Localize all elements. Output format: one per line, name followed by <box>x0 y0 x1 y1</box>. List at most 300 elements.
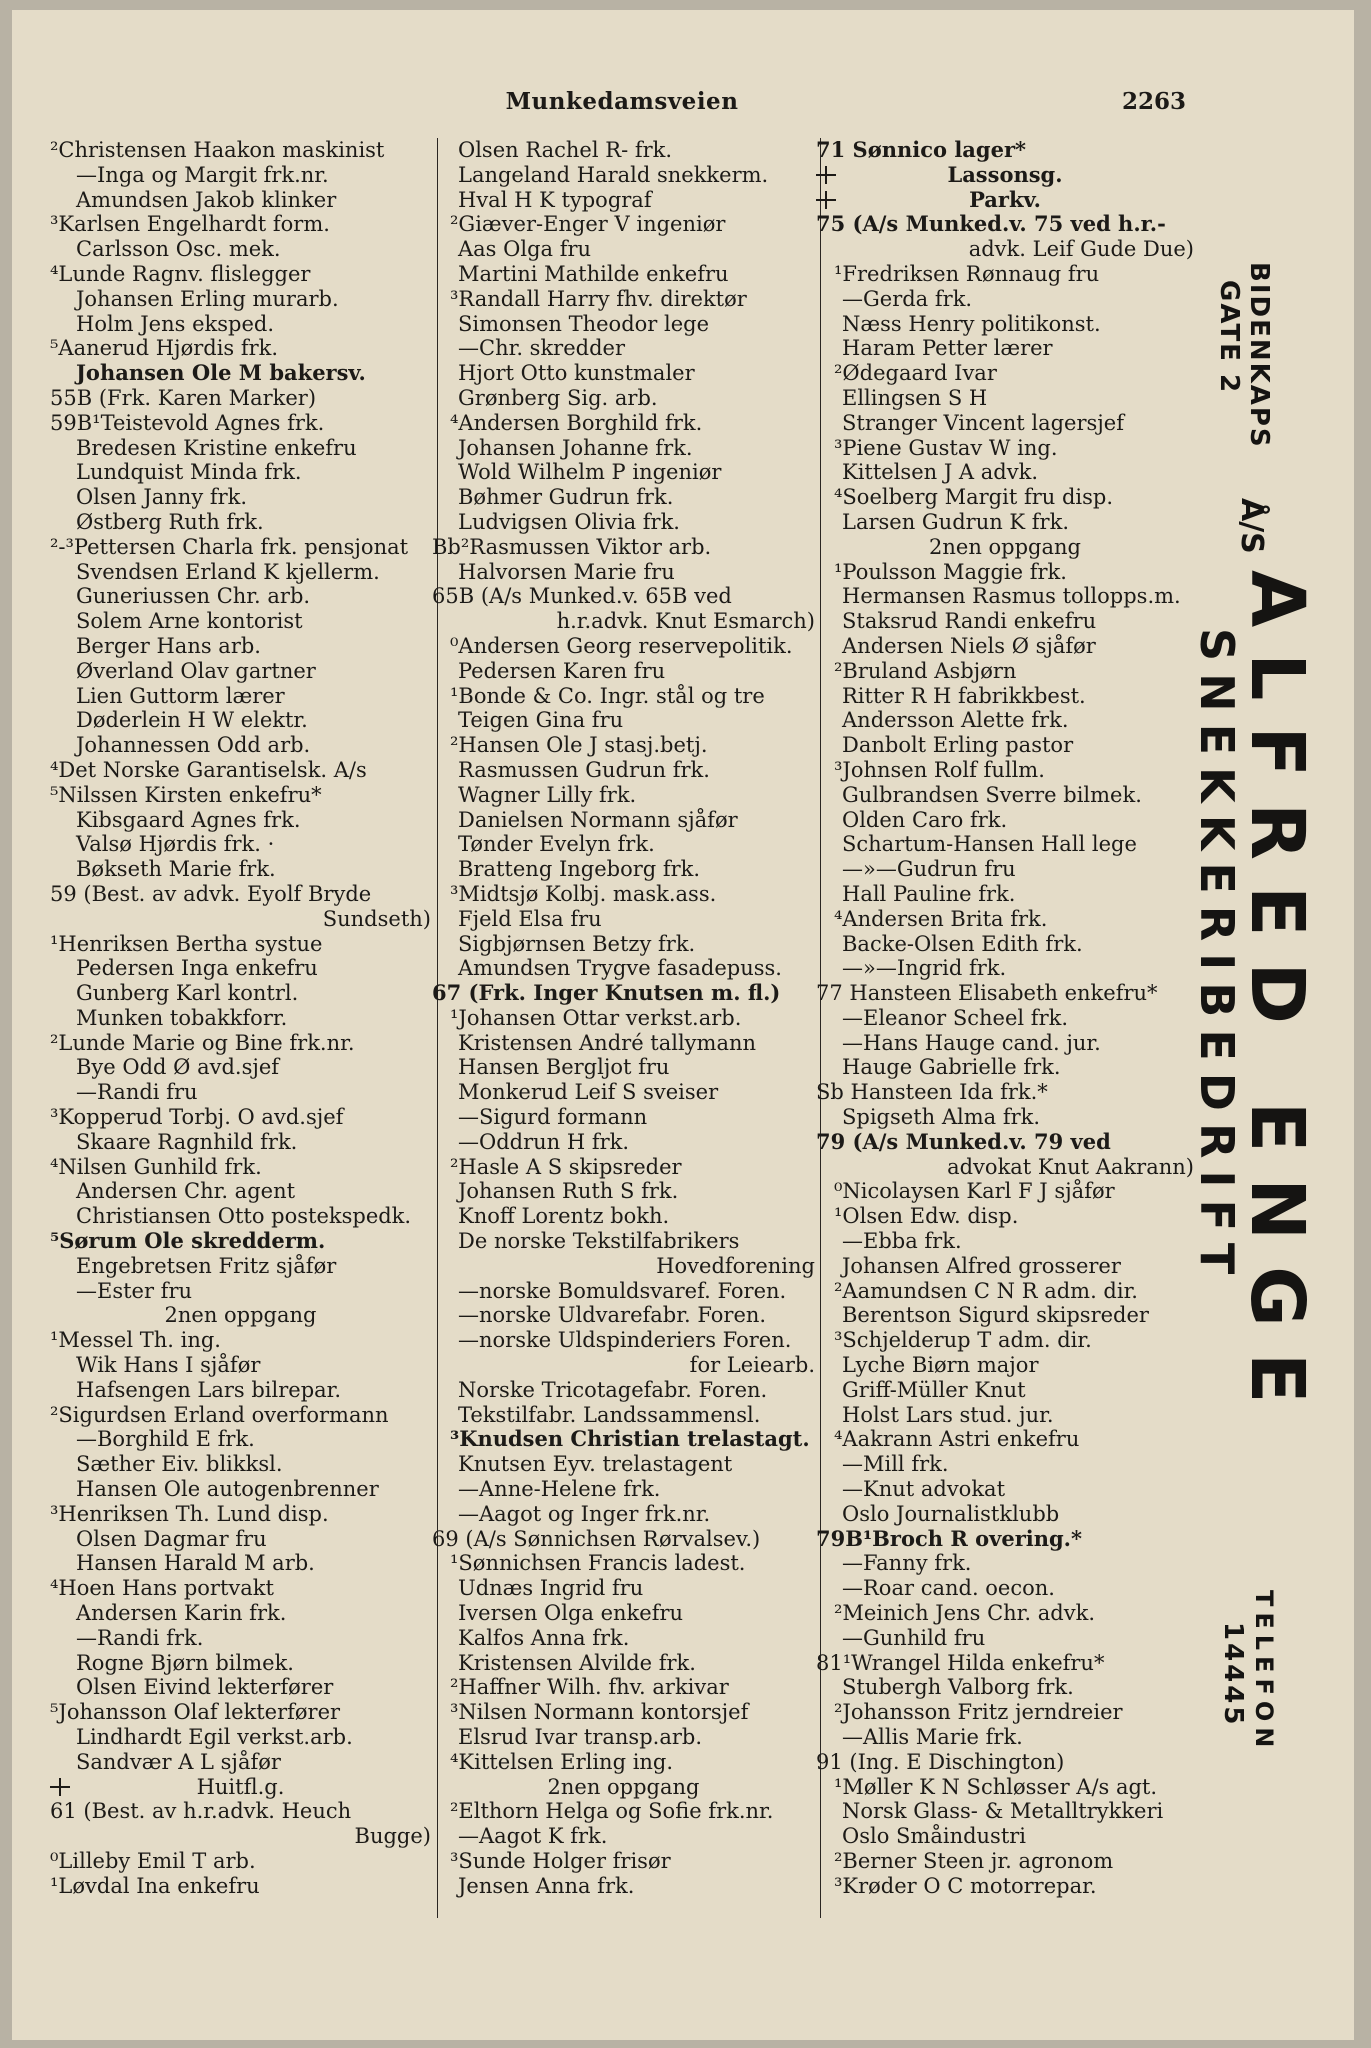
entry-text: ²Berner Steen jr. agronom <box>834 1848 1114 1873</box>
ad-phone-number: 14445 <box>1218 1622 1248 1728</box>
directory-entry <box>50 1502 431 1527</box>
entry-text: Solem Arne kontorist <box>76 609 303 634</box>
entry-text: ⁴Kittelsen Erling ing. <box>450 1749 674 1774</box>
entry-text: ⁴Nilsen Gunhild frk. <box>50 1154 262 1179</box>
entry-text: 81¹Wrangel Hilda enkefru* <box>816 1650 1105 1675</box>
directory-entry <box>432 1551 815 1576</box>
entry-text: Udnæs Ingrid fru <box>458 1576 644 1601</box>
directory-entry <box>432 1502 815 1527</box>
directory-entry <box>432 1204 815 1229</box>
directory-entry <box>50 1055 431 1080</box>
directory-entry <box>432 1031 815 1056</box>
directory-entry <box>50 857 431 882</box>
entry-text: Kibsgaard Agnes frk. <box>76 807 301 832</box>
entry-text: ⁴Aakrann Astri enkefru <box>834 1427 1080 1452</box>
directory-entry <box>432 1328 815 1353</box>
entry-text: ³Johnsen Rolf fullm. <box>834 757 1045 782</box>
entry-text: —Chr. skredder <box>458 336 625 361</box>
entry-text: —norske Bomuldsvaref. Foren. <box>458 1278 787 1303</box>
entry-text: ⁴Hoen Hans portvakt <box>50 1576 274 1601</box>
directory-entry <box>816 832 1194 857</box>
entry-text: ³Henriksen Th. Lund disp. <box>50 1501 329 1526</box>
directory-entry <box>50 981 431 1006</box>
directory-entry <box>50 336 431 361</box>
entry-text: ³Schjelderup T adm. dir. <box>834 1328 1092 1353</box>
entry-text: Berger Hans arb. <box>76 633 261 658</box>
directory-entry <box>432 758 815 783</box>
entry-text: Sæther Eiv. blikksl. <box>76 1452 283 1477</box>
directory-entry <box>432 708 815 733</box>
directory-entry <box>50 907 431 932</box>
entry-text: Larsen Gudrun K frk. <box>842 509 1069 534</box>
entry-text: Norske Tricotagefabr. Foren. <box>458 1377 768 1402</box>
directory-entry <box>432 1775 815 1800</box>
entry-text: Monkerud Leif S sveiser <box>458 1080 719 1105</box>
directory-entry <box>50 1105 431 1130</box>
ad-street-line2: GATE 2 <box>1214 280 1244 395</box>
entry-text: —»—Ingrid frk. <box>842 956 1007 981</box>
directory-entry <box>432 361 815 386</box>
entry-text: Backe-Olsen Edith frk. <box>842 931 1083 956</box>
entry-text: 77 Hansteen Elisabeth enkefru* <box>816 981 1158 1006</box>
directory-entry <box>432 138 815 163</box>
entry-text: ²Lunde Marie og Bine frk.nr. <box>50 1030 355 1055</box>
directory-entry <box>432 783 815 808</box>
entry-text: ¹Fredriksen Rønnaug fru <box>834 261 1100 286</box>
directory-entry <box>50 535 431 560</box>
entry-text: Skaare Ragnhild frk. <box>76 1129 298 1154</box>
entry-text: —Oddrun H frk. <box>458 1129 630 1154</box>
directory-entry <box>816 659 1194 684</box>
entry-text: ¹Sønnichsen Francis ladest. <box>450 1551 746 1576</box>
directory-entry <box>50 1080 431 1105</box>
entry-text: Oslo Småindustri <box>842 1824 1027 1849</box>
entry-text: Andersen Chr. agent <box>76 1179 296 1204</box>
directory-entry <box>432 1799 815 1824</box>
directory-entry <box>816 1328 1194 1353</box>
entry-text: Fjeld Elsa fru <box>458 906 602 931</box>
entry-text: Knoff Lorentz bokh. <box>458 1204 670 1229</box>
entry-text: —Ebba frk. <box>842 1229 962 1254</box>
entry-text: Bugge) <box>354 1824 431 1849</box>
entry-text: ²Johansson Fritz jerndreier <box>834 1700 1123 1725</box>
directory-entry <box>50 1551 431 1576</box>
directory-entry <box>816 1254 1194 1279</box>
entry-text: ⁴Lunde Ragnv. flislegger <box>50 261 311 286</box>
directory-entry <box>50 1279 431 1304</box>
entry-text: ¹Messel Th. ing. <box>50 1328 221 1353</box>
directory-entry <box>816 1303 1194 1328</box>
entry-text: Aas Olga fru <box>458 237 592 262</box>
directory-entry <box>432 411 815 436</box>
directory-entry <box>816 1105 1194 1130</box>
directory-entry <box>432 1130 815 1155</box>
directory-entry <box>50 1130 431 1155</box>
entry-text: —Aagot K frk. <box>458 1824 608 1849</box>
directory-entry <box>816 857 1194 882</box>
directory-entry <box>50 1700 431 1725</box>
directory-entry <box>432 188 815 213</box>
entry-text: Langeland Harald snekkerm. <box>458 162 769 187</box>
directory-entry <box>432 1155 815 1180</box>
entry-text: 2nen oppgang <box>547 1774 700 1799</box>
directory-entry <box>50 758 431 783</box>
directory-entry <box>50 1353 431 1378</box>
directory-entry <box>432 1824 815 1849</box>
entry-text: Hval H K typograf <box>458 187 652 212</box>
entry-text: Tønder Evelyn frk. <box>458 832 655 857</box>
entry-text: Parkv. <box>969 187 1041 212</box>
directory-entry <box>816 1601 1194 1626</box>
directory-entry <box>816 411 1194 436</box>
directory-entry <box>816 932 1194 957</box>
directory-entry <box>816 1551 1194 1576</box>
directory-entry <box>50 1626 431 1651</box>
entry-text: Andersen Karin frk. <box>76 1601 287 1626</box>
directory-entry <box>50 262 431 287</box>
entry-text: Ritter R H fabrikkbest. <box>842 683 1086 708</box>
entry-text: Teigen Gina fru <box>458 708 624 733</box>
directory-entry <box>816 1849 1194 1874</box>
directory-entry <box>816 1874 1194 1899</box>
directory-entry <box>432 1427 815 1452</box>
entry-text: —Randi frk. <box>76 1625 204 1650</box>
entry-text: ³Randall Harry fhv. direktør <box>450 286 747 311</box>
directory-entry <box>50 188 431 213</box>
directory-entry <box>432 535 815 560</box>
entry-text: Bye Odd Ø avd.sjef <box>76 1055 280 1080</box>
directory-entry <box>50 1601 431 1626</box>
entry-text: ¹Bonde & Co. Ingr. stål og tre <box>450 683 765 708</box>
directory-entry <box>432 262 815 287</box>
entry-text: —Ester fru <box>76 1278 193 1303</box>
directory-entry <box>432 1279 815 1304</box>
directory-entry <box>816 1031 1194 1056</box>
entry-text: Johansen Johanne frk. <box>458 435 693 460</box>
entry-text: Johansen Ruth S frk. <box>458 1179 679 1204</box>
directory-entry <box>432 436 815 461</box>
entry-text: Guneriussen Chr. arb. <box>76 584 311 609</box>
directory-entry <box>816 758 1194 783</box>
directory-entry <box>432 163 815 188</box>
directory-entry <box>816 1576 1194 1601</box>
directory-entry <box>432 1303 815 1328</box>
directory-entry <box>50 1031 431 1056</box>
directory-entry <box>50 1155 431 1180</box>
entry-text: ⁴Andersen Brita frk. <box>834 906 1048 931</box>
directory-entry <box>432 1874 815 1899</box>
directory-entry <box>50 1849 431 1874</box>
entry-text: ³Midtsjø Kolbj. mask.ass. <box>450 881 717 906</box>
directory-entry <box>50 1799 431 1824</box>
entry-text: Hall Pauline frk. <box>842 881 1016 906</box>
entry-text: ⁰Andersen Georg reservepolitik. <box>450 633 793 658</box>
directory-entry <box>432 1006 815 1031</box>
entry-text: —Allis Marie frk. <box>842 1725 1023 1749</box>
cross-street-icon <box>50 1778 70 1796</box>
entry-text: Tekstilfabr. Landssammensl. <box>458 1402 761 1427</box>
entry-text: Spigseth Alma frk. <box>842 1105 1041 1130</box>
entry-text: Bøhmer Gudrun frk. <box>458 485 674 510</box>
directory-entry <box>816 1502 1194 1527</box>
directory-entry <box>432 1527 815 1552</box>
directory-entry <box>432 684 815 709</box>
directory-entry <box>432 1229 815 1254</box>
directory-entry <box>816 1675 1194 1700</box>
entry-text: Ludvigsen Olivia frk. <box>458 509 680 534</box>
directory-entry <box>50 510 431 535</box>
entry-text: ³Krøder O C motorrepar. <box>834 1873 1097 1898</box>
directory-entry <box>816 1179 1194 1204</box>
directory-entry <box>816 163 1194 188</box>
entry-text: —Mill frk. <box>842 1452 949 1477</box>
directory-entry <box>816 1229 1194 1254</box>
directory-entry <box>50 932 431 957</box>
directory-entry <box>50 1303 431 1328</box>
entry-text: ³Piene Gustav W ing. <box>834 435 1058 460</box>
entry-text: 61 (Best. av h.r.advk. Heuch <box>50 1799 352 1824</box>
directory-entry <box>50 312 431 337</box>
directory-entry <box>816 1403 1194 1428</box>
entry-text: Andersson Alette frk. <box>842 708 1069 733</box>
directory-entry <box>50 138 431 163</box>
column-1 <box>50 138 431 1899</box>
entry-text: Sb Hansteen Ida frk.* <box>816 1080 1048 1105</box>
entry-text: ¹Johansen Ottar verkst.arb. <box>450 1005 742 1030</box>
entry-text: Johansen Alfred grosserer <box>842 1253 1121 1278</box>
entry-text: Hansen Ole autogenbrenner <box>76 1477 379 1502</box>
directory-entry <box>816 634 1194 659</box>
directory-entry <box>432 237 815 262</box>
entry-text: ¹Henriksen Bertha systue <box>50 931 323 956</box>
directory-entry <box>432 1700 815 1725</box>
entry-text: Holm Jens eksped. <box>76 311 275 336</box>
directory-entry <box>816 733 1194 758</box>
entry-text: Christiansen Otto postekspedk. <box>76 1204 412 1229</box>
directory-entry <box>50 1328 431 1353</box>
directory-entry <box>816 535 1194 560</box>
entry-text: Olsen Eivind lekterfører <box>76 1675 334 1700</box>
directory-entry <box>50 684 431 709</box>
entry-text: 71 Sønnico lager* <box>816 138 1026 162</box>
entry-text: ³Sunde Holger frisør <box>450 1848 671 1873</box>
directory-entry <box>816 1006 1194 1031</box>
entry-text: Kittelsen J A advk. <box>842 460 1038 485</box>
directory-entry <box>50 808 431 833</box>
directory-entry <box>432 634 815 659</box>
directory-entry <box>50 1675 431 1700</box>
entry-text: Kristensen Alvilde frk. <box>458 1650 696 1675</box>
entry-text: Danielsen Normann sjåfør <box>458 807 738 832</box>
directory-entry <box>50 1403 431 1428</box>
directory-entry <box>432 1750 815 1775</box>
entry-text: Pedersen Karen fru <box>458 658 666 683</box>
directory-entry <box>816 312 1194 337</box>
entry-text: ²Aamundsen C N R adm. dir. <box>834 1278 1138 1303</box>
directory-entry <box>50 560 431 585</box>
entry-text: —Aagot og Inger frk.nr. <box>458 1501 711 1526</box>
directory-page <box>12 10 1354 2040</box>
directory-entry <box>816 1204 1194 1229</box>
entry-text: Gulbrandsen Sverre bilmek. <box>842 782 1142 807</box>
entry-text: Olsen Dagmar fru <box>76 1526 267 1551</box>
directory-entry <box>432 857 815 882</box>
directory-entry <box>816 783 1194 808</box>
directory-entry <box>816 1477 1194 1502</box>
directory-entry <box>816 1527 1194 1552</box>
directory-entry <box>50 237 431 262</box>
directory-entry <box>816 1750 1194 1775</box>
directory-entry <box>816 981 1194 1006</box>
directory-entry <box>50 1254 431 1279</box>
directory-entry <box>432 1378 815 1403</box>
directory-entry <box>816 882 1194 907</box>
directory-entry <box>816 1700 1194 1725</box>
entry-text: ¹Poulsson Maggie frk. <box>834 559 1067 584</box>
entry-text: Østberg Ruth frk. <box>76 509 264 534</box>
directory-entry <box>50 956 431 981</box>
entry-text: Engebretsen Fritz sjåfør <box>76 1253 337 1278</box>
directory-entry <box>816 1130 1194 1155</box>
entry-text: Knutsen Eyv. trelastagent <box>458 1452 733 1477</box>
entry-text: Griff-Müller Knut <box>842 1377 1026 1402</box>
entry-text: Haram Petter lærer <box>842 336 1053 361</box>
directory-entry <box>816 1427 1194 1452</box>
entry-text: ²Sigurdsen Erland overformann <box>50 1402 389 1427</box>
entry-text: Rasmussen Gudrun frk. <box>458 757 710 782</box>
entry-text: Andersen Niels Ø sjåfør <box>842 633 1096 658</box>
entry-text: Munken tobakkforr. <box>76 1005 288 1030</box>
directory-entry <box>816 386 1194 411</box>
directory-entry <box>50 634 431 659</box>
entry-text: for Leiearb. <box>689 1353 815 1378</box>
directory-entry <box>50 386 431 411</box>
directory-entry <box>50 460 431 485</box>
entry-text: Kalfos Anna frk. <box>458 1625 630 1650</box>
entry-text: —norske Uldvarefabr. Foren. <box>458 1303 767 1328</box>
directory-entry <box>816 212 1194 237</box>
directory-entry <box>50 882 431 907</box>
entry-text: ¹Løvdal Ina enkefru <box>50 1873 260 1898</box>
directory-entry <box>816 1353 1194 1378</box>
entry-text: Grønberg Sig. arb. <box>458 385 658 410</box>
entry-text: Jensen Anna frk. <box>458 1873 635 1898</box>
entry-text: ³Nilsen Normann kontorsjef <box>450 1700 749 1725</box>
entry-text: Lundquist Minda frk. <box>76 460 302 485</box>
directory-entry <box>432 1477 815 1502</box>
directory-entry <box>432 1080 815 1105</box>
entry-text: h.r.advk. Knut Esmarch) <box>556 609 815 634</box>
entry-text: Hermansen Rasmus tollopps.m. <box>842 584 1181 609</box>
page-title: Munkedamsveien <box>505 88 739 115</box>
directory-entry <box>50 1576 431 1601</box>
entry-text: ⁵Johansson Olaf lekterfører <box>50 1700 341 1725</box>
entry-text: ²Christensen Haakon maskinist <box>50 138 385 162</box>
directory-entry <box>432 485 815 510</box>
entry-text: advk. Leif Gude Due) <box>968 237 1194 262</box>
entry-text: Bredesen Kristine enkefru <box>76 435 357 460</box>
page-number: 2263 <box>1122 88 1187 115</box>
entry-text: Berentson Sigurd skipsreder <box>842 1303 1149 1328</box>
entry-text: Martini Mathilde enkefru <box>458 261 729 286</box>
directory-entry <box>432 1403 815 1428</box>
directory-entry <box>816 336 1194 361</box>
entry-text: ²Elthorn Helga og Sofie frk.nr. <box>450 1799 774 1824</box>
ad-street-line1: BIDENKAPS <box>1244 262 1274 449</box>
directory-entry <box>50 708 431 733</box>
entry-text: 59B¹Teistevold Agnes frk. <box>50 410 325 435</box>
directory-entry <box>50 609 431 634</box>
entry-text: advokat Knut Aakrann) <box>947 1154 1194 1179</box>
directory-entry <box>50 1006 431 1031</box>
entry-text: Øverland Olav gartner <box>76 658 316 683</box>
directory-entry <box>432 560 815 585</box>
directory-entry <box>50 832 431 857</box>
entry-text: Hansen Bergljot fru <box>458 1055 670 1080</box>
directory-entry <box>50 1378 431 1403</box>
directory-entry <box>432 1626 815 1651</box>
entry-text: —Borghild E frk. <box>76 1427 255 1452</box>
directory-entry <box>816 1080 1194 1105</box>
entry-text: 59 (Best. av advk. Eyolf Bryde <box>50 881 372 906</box>
directory-entry <box>50 659 431 684</box>
directory-entry <box>816 485 1194 510</box>
directory-entry <box>50 1527 431 1552</box>
directory-entry <box>50 1477 431 1502</box>
directory-entry <box>432 460 815 485</box>
directory-entry <box>432 1651 815 1676</box>
directory-entry <box>432 287 815 312</box>
directory-entry <box>50 436 431 461</box>
entry-text: 75 (A/s Munked.v. 75 ved h.r.- <box>816 212 1166 237</box>
directory-entry <box>50 485 431 510</box>
directory-entry <box>432 1849 815 1874</box>
entry-text: Holst Lars stud. jur. <box>842 1402 1054 1427</box>
cross-street-icon <box>816 191 836 209</box>
ad-company-name: ALFRED ENGE <box>1234 570 1320 1430</box>
entry-text: Danbolt Erling pastor <box>842 733 1074 758</box>
entry-text: Ellingsen S H <box>842 385 988 410</box>
directory-entry <box>816 956 1194 981</box>
directory-entry <box>816 1775 1194 1800</box>
ad-symbol: Å/S <box>1234 498 1269 554</box>
directory-entry <box>816 460 1194 485</box>
entry-text: Kristensen André tallymann <box>458 1030 757 1055</box>
directory-entry <box>816 1055 1194 1080</box>
entry-text: Bøkseth Marie frk. <box>76 857 276 882</box>
directory-entry <box>432 1675 815 1700</box>
entry-text: Norsk Glass- & Metalltrykkeri <box>842 1799 1164 1824</box>
directory-entry <box>432 808 815 833</box>
directory-entry <box>816 808 1194 833</box>
entry-text: Hafsengen Lars bilrepar. <box>76 1377 342 1402</box>
entry-text: ²Meinich Jens Chr. advk. <box>834 1601 1095 1626</box>
directory-entry <box>50 1179 431 1204</box>
ad-company-type: SNEKKERIBEDRIFT <box>1190 628 1244 1287</box>
directory-entry <box>816 188 1194 213</box>
entry-text: Johansen Ole M bakersv. <box>76 361 366 386</box>
entry-text: Sandvær A L sjåfør <box>76 1749 281 1774</box>
entry-text: —Roar cand. oecon. <box>842 1576 1055 1601</box>
entry-text: Pedersen Inga enkefru <box>76 956 318 981</box>
entry-text: Johannessen Odd arb. <box>76 733 311 758</box>
entry-text: ⁴Andersen Borghild frk. <box>450 410 703 435</box>
entry-text: ¹Olsen Edw. disp. <box>834 1204 1019 1229</box>
entry-text: —Gerda frk. <box>842 286 973 311</box>
entry-text: ²Bruland Asbjørn <box>834 658 1017 683</box>
directory-entry <box>432 882 815 907</box>
column-3 <box>816 138 1194 1899</box>
